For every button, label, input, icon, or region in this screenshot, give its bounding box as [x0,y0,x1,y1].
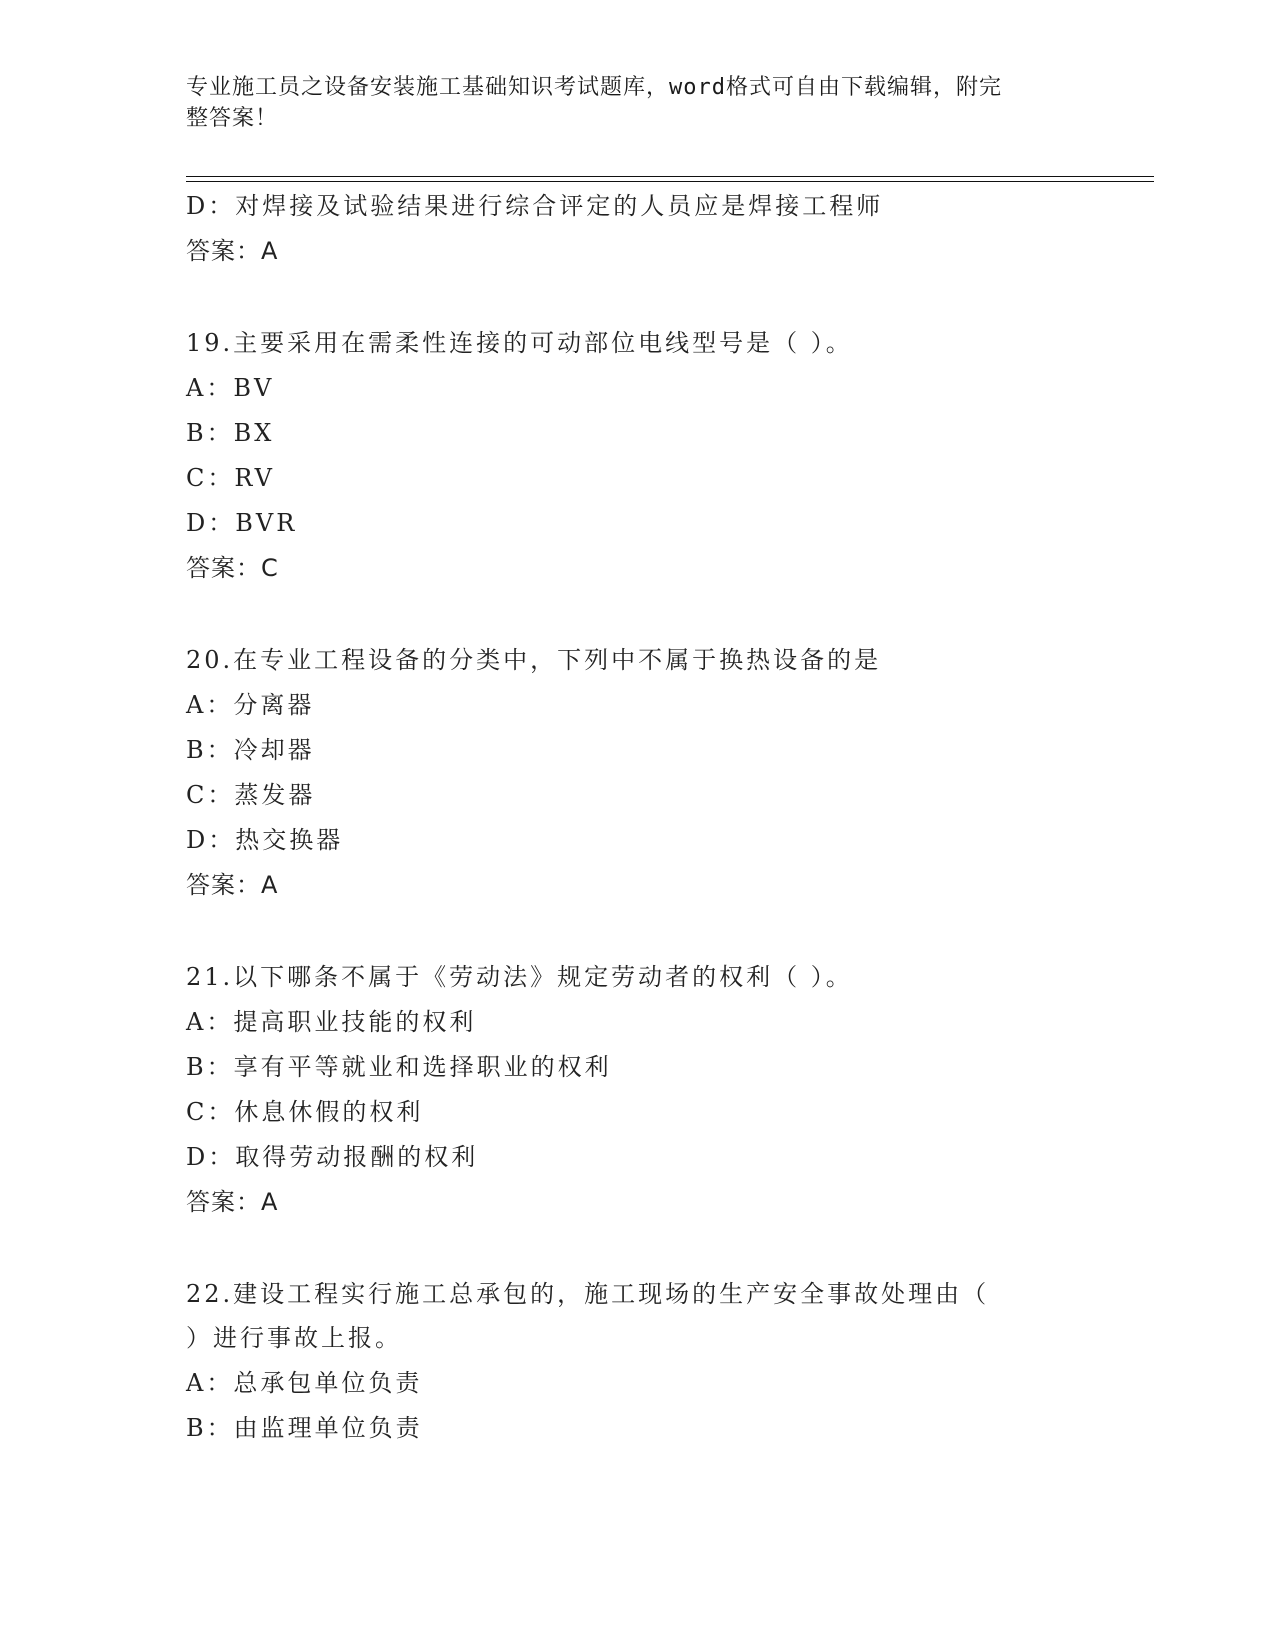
question-stem: 20.在专业工程设备的分类中，下列中不属于换热设备的是 [186,646,882,674]
header-divider-bottom [186,181,1154,182]
option-c: C：休息休假的权利 [186,1098,424,1126]
option-a: A：总承包单位负责 [186,1369,423,1397]
option-d: D：对焊接及试验结果进行综合评定的人员应是焊接工程师 [186,192,884,220]
question-stem-line-2: ）进行事故上报。 [186,1324,402,1352]
option-a: A：分离器 [186,691,315,719]
question-stem: 19.主要采用在需柔性连接的可动部位电线型号是（ ）。 [186,329,853,357]
option-b: B：冷却器 [186,736,315,764]
question-19 [186,327,1146,597]
question-stem: 21.以下哪条不属于《劳动法》规定劳动者的权利（ ）。 [186,963,853,991]
option-b: B：由监理单位负责 [186,1414,423,1442]
option-c: C：RV [186,464,275,492]
answer-line: 答案：A [186,1188,279,1216]
header-divider-top [186,176,1154,177]
answer-line: 答案：C [186,554,279,582]
option-b: B：BX [186,419,275,447]
option-b: B：享有平等就业和选择职业的权利 [186,1053,612,1081]
question-18-tail [186,190,1146,280]
option-a: A：BV [186,374,275,402]
question-list [186,190,1146,1457]
answer-line: 答案：A [186,871,279,899]
question-22 [186,1278,1146,1457]
option-d: D：热交换器 [186,826,344,854]
header-line-2: 整答案！ [186,106,279,131]
option-a: A：提高职业技能的权利 [186,1008,477,1036]
option-d: D：取得劳动报酬的权利 [186,1143,479,1171]
answer-line: 答案：A [186,237,279,265]
question-21 [186,961,1146,1231]
header-line-1: 专业施工员之设备安装施工基础知识考试题库，word格式可自由下载编辑，附完 [186,75,1002,100]
option-c: C：蒸发器 [186,781,316,809]
option-d: D：BVR [186,509,298,537]
document-header [186,72,1086,134]
question-20 [186,644,1146,914]
question-stem-line-1: 22.建设工程实行施工总承包的，施工现场的生产安全事故处理由（ [186,1280,990,1308]
